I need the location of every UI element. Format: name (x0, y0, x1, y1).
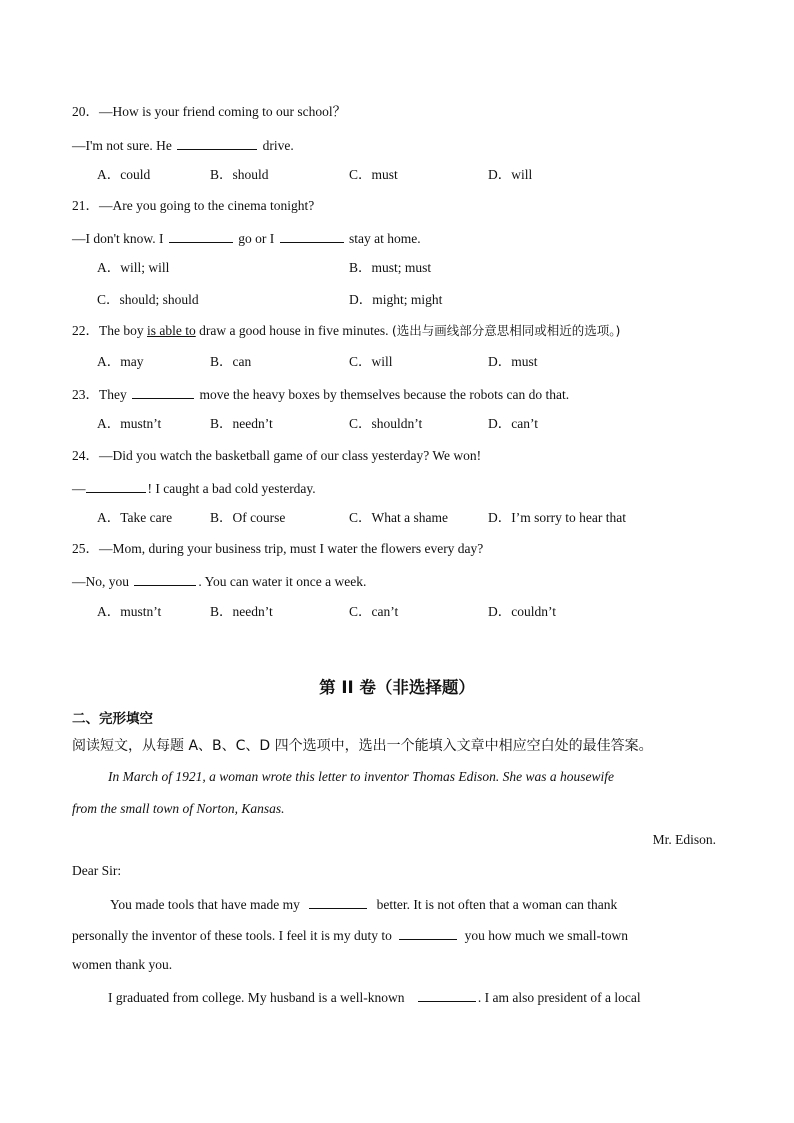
option-c[interactable]: C．must (349, 167, 398, 182)
answer-blank[interactable] (177, 137, 257, 150)
option-b[interactable]: B．must; must (349, 260, 432, 275)
question-text: draw a good house in five minutes. (199, 323, 389, 338)
option-b[interactable]: B．can (210, 354, 252, 369)
answer-blank[interactable] (134, 573, 196, 586)
answer-blank[interactable] (169, 230, 233, 243)
question-text: —No, you (72, 574, 129, 589)
question-text: — (72, 481, 86, 496)
option-d[interactable]: D．might; might (349, 292, 443, 307)
letter-salutation: Dear Sir: (72, 863, 122, 878)
passage-text: . I am also president of a local (477, 990, 641, 1005)
option-d[interactable]: D．will (488, 167, 533, 182)
question-text: 23．They (72, 387, 127, 402)
question-21: 21．—Are you going to the cinema tonight? (72, 198, 315, 213)
answer-blank[interactable] (132, 386, 194, 399)
underlined-phrase: is able to (147, 323, 196, 338)
passage-intro: from the small town of Norton, Kansas. (72, 801, 285, 816)
option-c[interactable]: C．should; should (97, 292, 199, 307)
question-22 (72, 324, 620, 338)
part-heading: 第 II 卷（非选择题） (319, 678, 475, 697)
question-text: 20．—How is your friend coming to our school (72, 104, 333, 119)
question-text: drive. (262, 138, 294, 153)
passage-text: you how much we small-town (464, 928, 629, 943)
question-text: 22．The boy (72, 323, 144, 338)
option-a[interactable]: A．Take care (97, 510, 173, 525)
question-20 (72, 105, 346, 120)
passage-text: I graduated from college. My husband is a well-known (108, 990, 405, 1005)
question-text: —I don't know. I (72, 231, 164, 246)
question-note: (选出与画线部分意思相同或相近的选项。) (391, 323, 621, 338)
answer-blank[interactable] (399, 927, 457, 940)
question-mark: ？ (332, 104, 347, 120)
option-a[interactable]: A．will; will (97, 260, 170, 275)
passage-text: You made tools that have made my (110, 897, 300, 912)
answer-blank[interactable] (309, 896, 367, 909)
question-25-line2 (72, 573, 366, 589)
question-text: stay at home. (349, 231, 421, 246)
passage-line (72, 927, 628, 943)
option-a[interactable]: A．mustn’t (97, 416, 162, 431)
option-d[interactable]: D．I’m sorry to hear that (488, 510, 626, 525)
question-23 (72, 386, 569, 402)
question-text: —I'm not sure. He (72, 138, 172, 153)
question-text: . You can water it once a week. (198, 574, 367, 589)
passage-line (110, 896, 617, 912)
question-20-line2 (72, 137, 294, 153)
answer-blank[interactable] (86, 480, 146, 493)
option-c[interactable]: C．can’t (349, 604, 399, 619)
passage-line: women thank you. (72, 957, 173, 972)
passage-intro: In March of 1921, a woman wrote this letter to inventor Thomas Edison. She was a housewife (108, 769, 614, 784)
option-c[interactable]: C．will (349, 354, 393, 369)
option-a[interactable]: A．mustn’t (97, 604, 162, 619)
answer-blank[interactable] (418, 989, 476, 1002)
option-b[interactable]: B．needn’t (210, 604, 273, 619)
passage-text: better. It is not often that a woman can thank (376, 897, 618, 912)
question-24-line2 (72, 480, 316, 496)
question-text: ! I caught a bad cold yesterday. (147, 481, 316, 496)
question-21-line2 (72, 230, 421, 246)
option-d[interactable]: D．can’t (488, 416, 538, 431)
passage-text: personally the inventor of these tools. I feel it is my duty to (72, 928, 392, 943)
option-b[interactable]: B．should (210, 167, 269, 182)
option-b[interactable]: B．needn’t (210, 416, 273, 431)
answer-blank[interactable] (280, 230, 344, 243)
question-text: move the heavy boxes by themselves because the robots can do that. (199, 387, 570, 402)
option-d[interactable]: D．must (488, 354, 538, 369)
section-title: 二、完形填空 (72, 711, 153, 727)
option-a[interactable]: A．may (97, 354, 144, 369)
option-c[interactable]: C．shouldn’t (349, 416, 423, 431)
option-d[interactable]: D．couldn’t (488, 604, 556, 619)
option-b[interactable]: B．Of course (210, 510, 286, 525)
question-24: 24．—Did you watch the basketball game of our class yesterday? We won! (72, 448, 482, 463)
letter-recipient: Mr. Edison. (652, 832, 716, 847)
passage-line (108, 989, 641, 1005)
option-c[interactable]: C．What a shame (349, 510, 448, 525)
question-25: 25．—Mom, during your business trip, must I water the flowers every day? (72, 541, 484, 556)
option-a[interactable]: A．could (97, 167, 151, 182)
question-text: go or I (238, 231, 275, 246)
instruction-text: 阅读短文，从每题 A、B、C、D 四个选项中，选出一个能填入文章中相应空白处的最佳答案。 (72, 738, 653, 754)
